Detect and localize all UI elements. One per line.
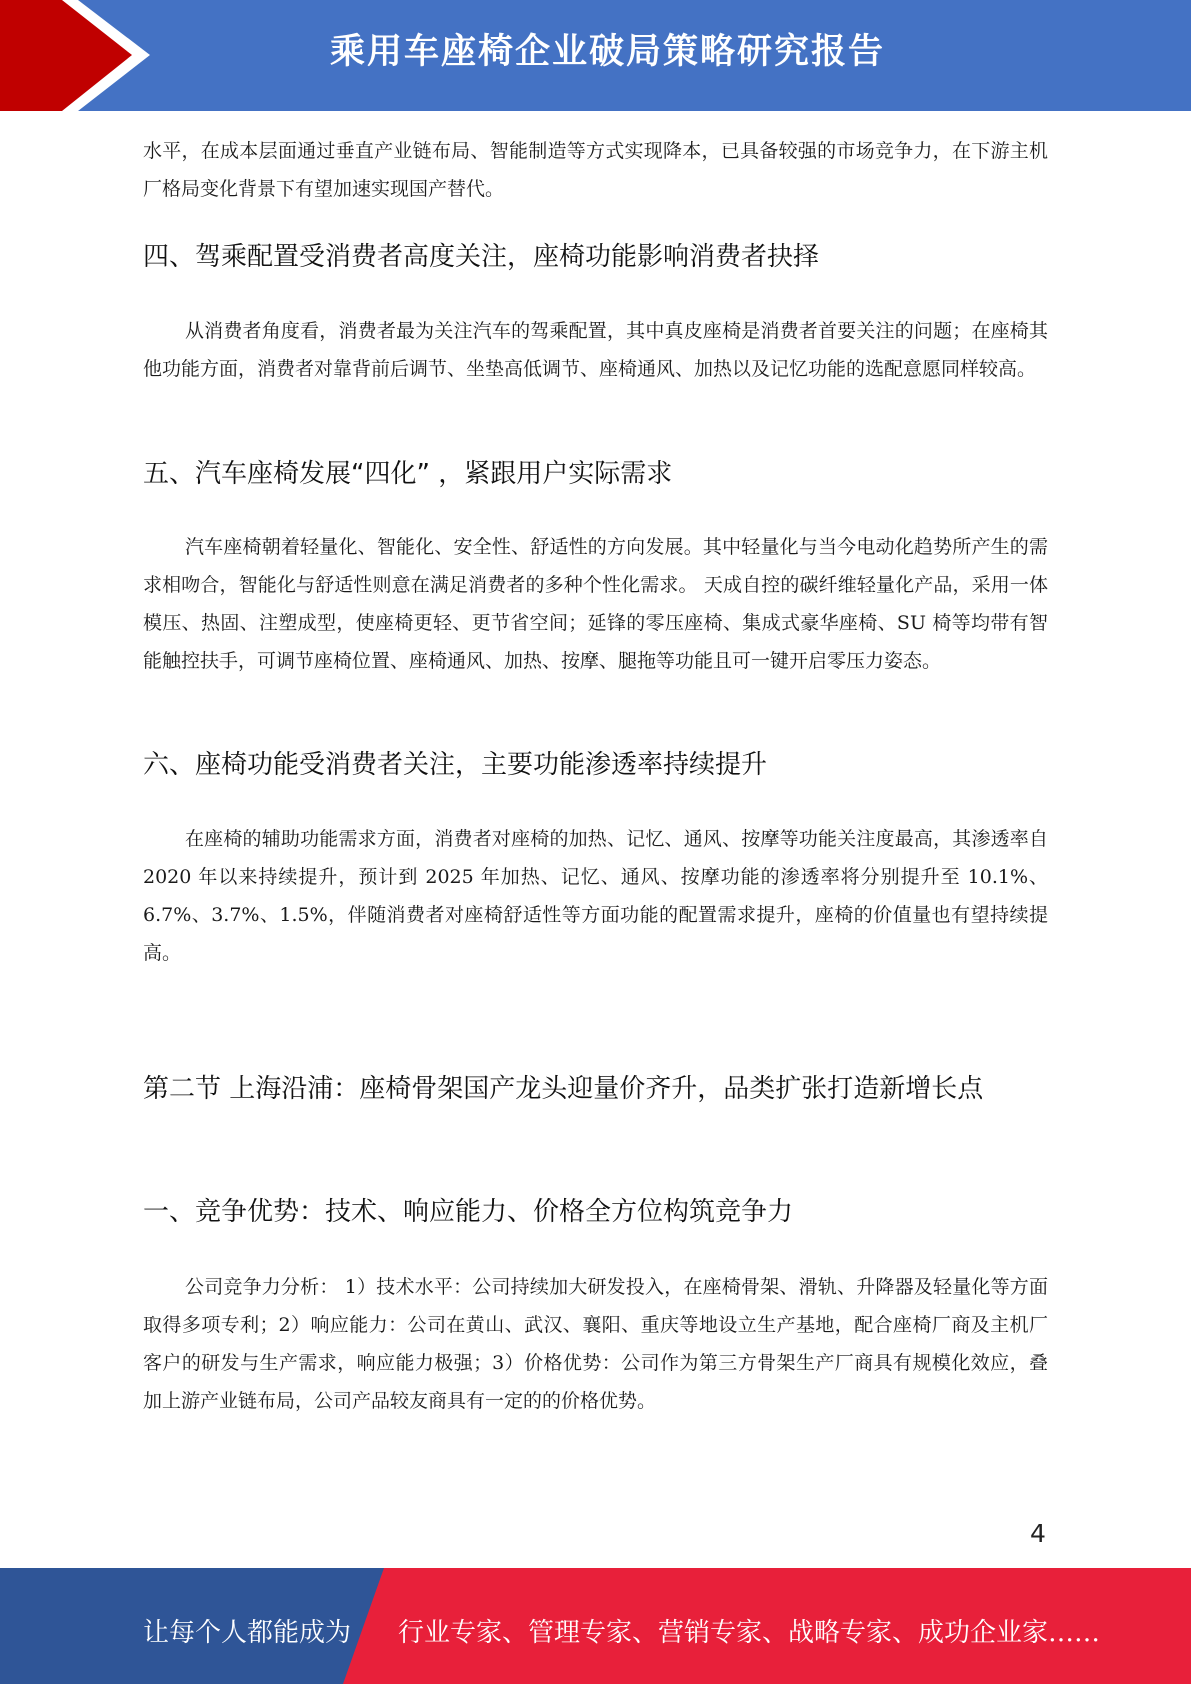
intro-paragraph: 水平，在成本层面通过垂直产业链布局、智能制造等方式实现降本，已具备较强的市场竞争力，在下游主机厂格局变化背景下有望加速实现国产替代。 [143,140,1048,200]
footer-slogan-left: 让每个人都能成为 [143,1618,352,1648]
paragraph-section-6: 在座椅的辅助功能需求方面，消费者对座椅的加热、记忆、通风、按摩等功能关注度最高，其渗透率自 2020 年以来持续提升，预计到 2025 年加热、记忆、通风、按摩功能的渗透率将分别提升至 10.1%、6.7%、3.7%、1.5%，伴随消费者对座椅舒适性等方面功能的配置需求提升，座椅的价值量也有望持续提高。 [143,828,1048,964]
paragraph-competitive-advantage: 公司竞争力分析： 1）技术水平：公司持续加大研发投入，在座椅骨架、滑轨、升降器及轻量化等方面取得多项专利；2）响应能力：公司在黄山、武汉、襄阳、重庆等地设立生产基地，配合座椅厂商及主机厂客户的研发与生产需求，响应能力极强；3）价格优势：公司作为第三方骨架生产厂商具有规模化效应，叠加上游产业链布局，公司产品较友商具有一定的的价格优势。 [143,1276,1048,1412]
paragraph-section-4: 从消费者角度看，消费者最为关注汽车的驾乘配置，其中真皮座椅是消费者首要关注的问题；在座椅其他功能方面，消费者对靠背前后调节、坐垫高低调节、座椅通风、加热以及记忆功能的选配意愿同样较高。 [143,320,1048,380]
footer-slogan-right: 行业专家、管理专家、营销专家、战略专家、成功企业家…… [398,1618,1101,1648]
chapter-heading: 第二节 上海沿浦：座椅骨架国产龙头迎量价齐升，品类扩张打造新增长点 [143,1074,984,1104]
heading-section-5: 五、汽车座椅发展“四化” ，紧跟用户实际需求 [143,459,673,489]
page-footer [0,1568,1191,1684]
page-number: 4 [1030,1519,1046,1548]
paragraph-section-5: 汽车座椅朝着轻量化、智能化、安全性、舒适性的方向发展。其中轻量化与当今电动化趋势所产生的需求相吻合，智能化与舒适性则意在满足消费者的多种个性化需求。 天成自控的碳纤维轻量化产品，采用一体模压、热固、注塑成型，使座椅更轻、更节省空间；延锋的零压座椅、集成式豪华座椅、SU 椅等均带有智能触控扶手，可调节座椅位置、座椅通风、加热、按摩、腿拖等功能且可一键开启零压力姿态。 [143,536,1048,672]
heading-section-6: 六、座椅功能受消费者关注，主要功能渗透率持续提升 [143,750,768,780]
heading-section-4: 四、驾乘配置受消费者高度关注，座椅功能影响消费者抉择 [143,242,820,272]
heading-competitive-advantage: 一、竞争优势：技术、响应能力、价格全方位构筑竞争力 [143,1197,794,1227]
report-title: 乘用车座椅企业破局策略研究报告 [330,32,886,72]
page-header [0,0,1191,111]
